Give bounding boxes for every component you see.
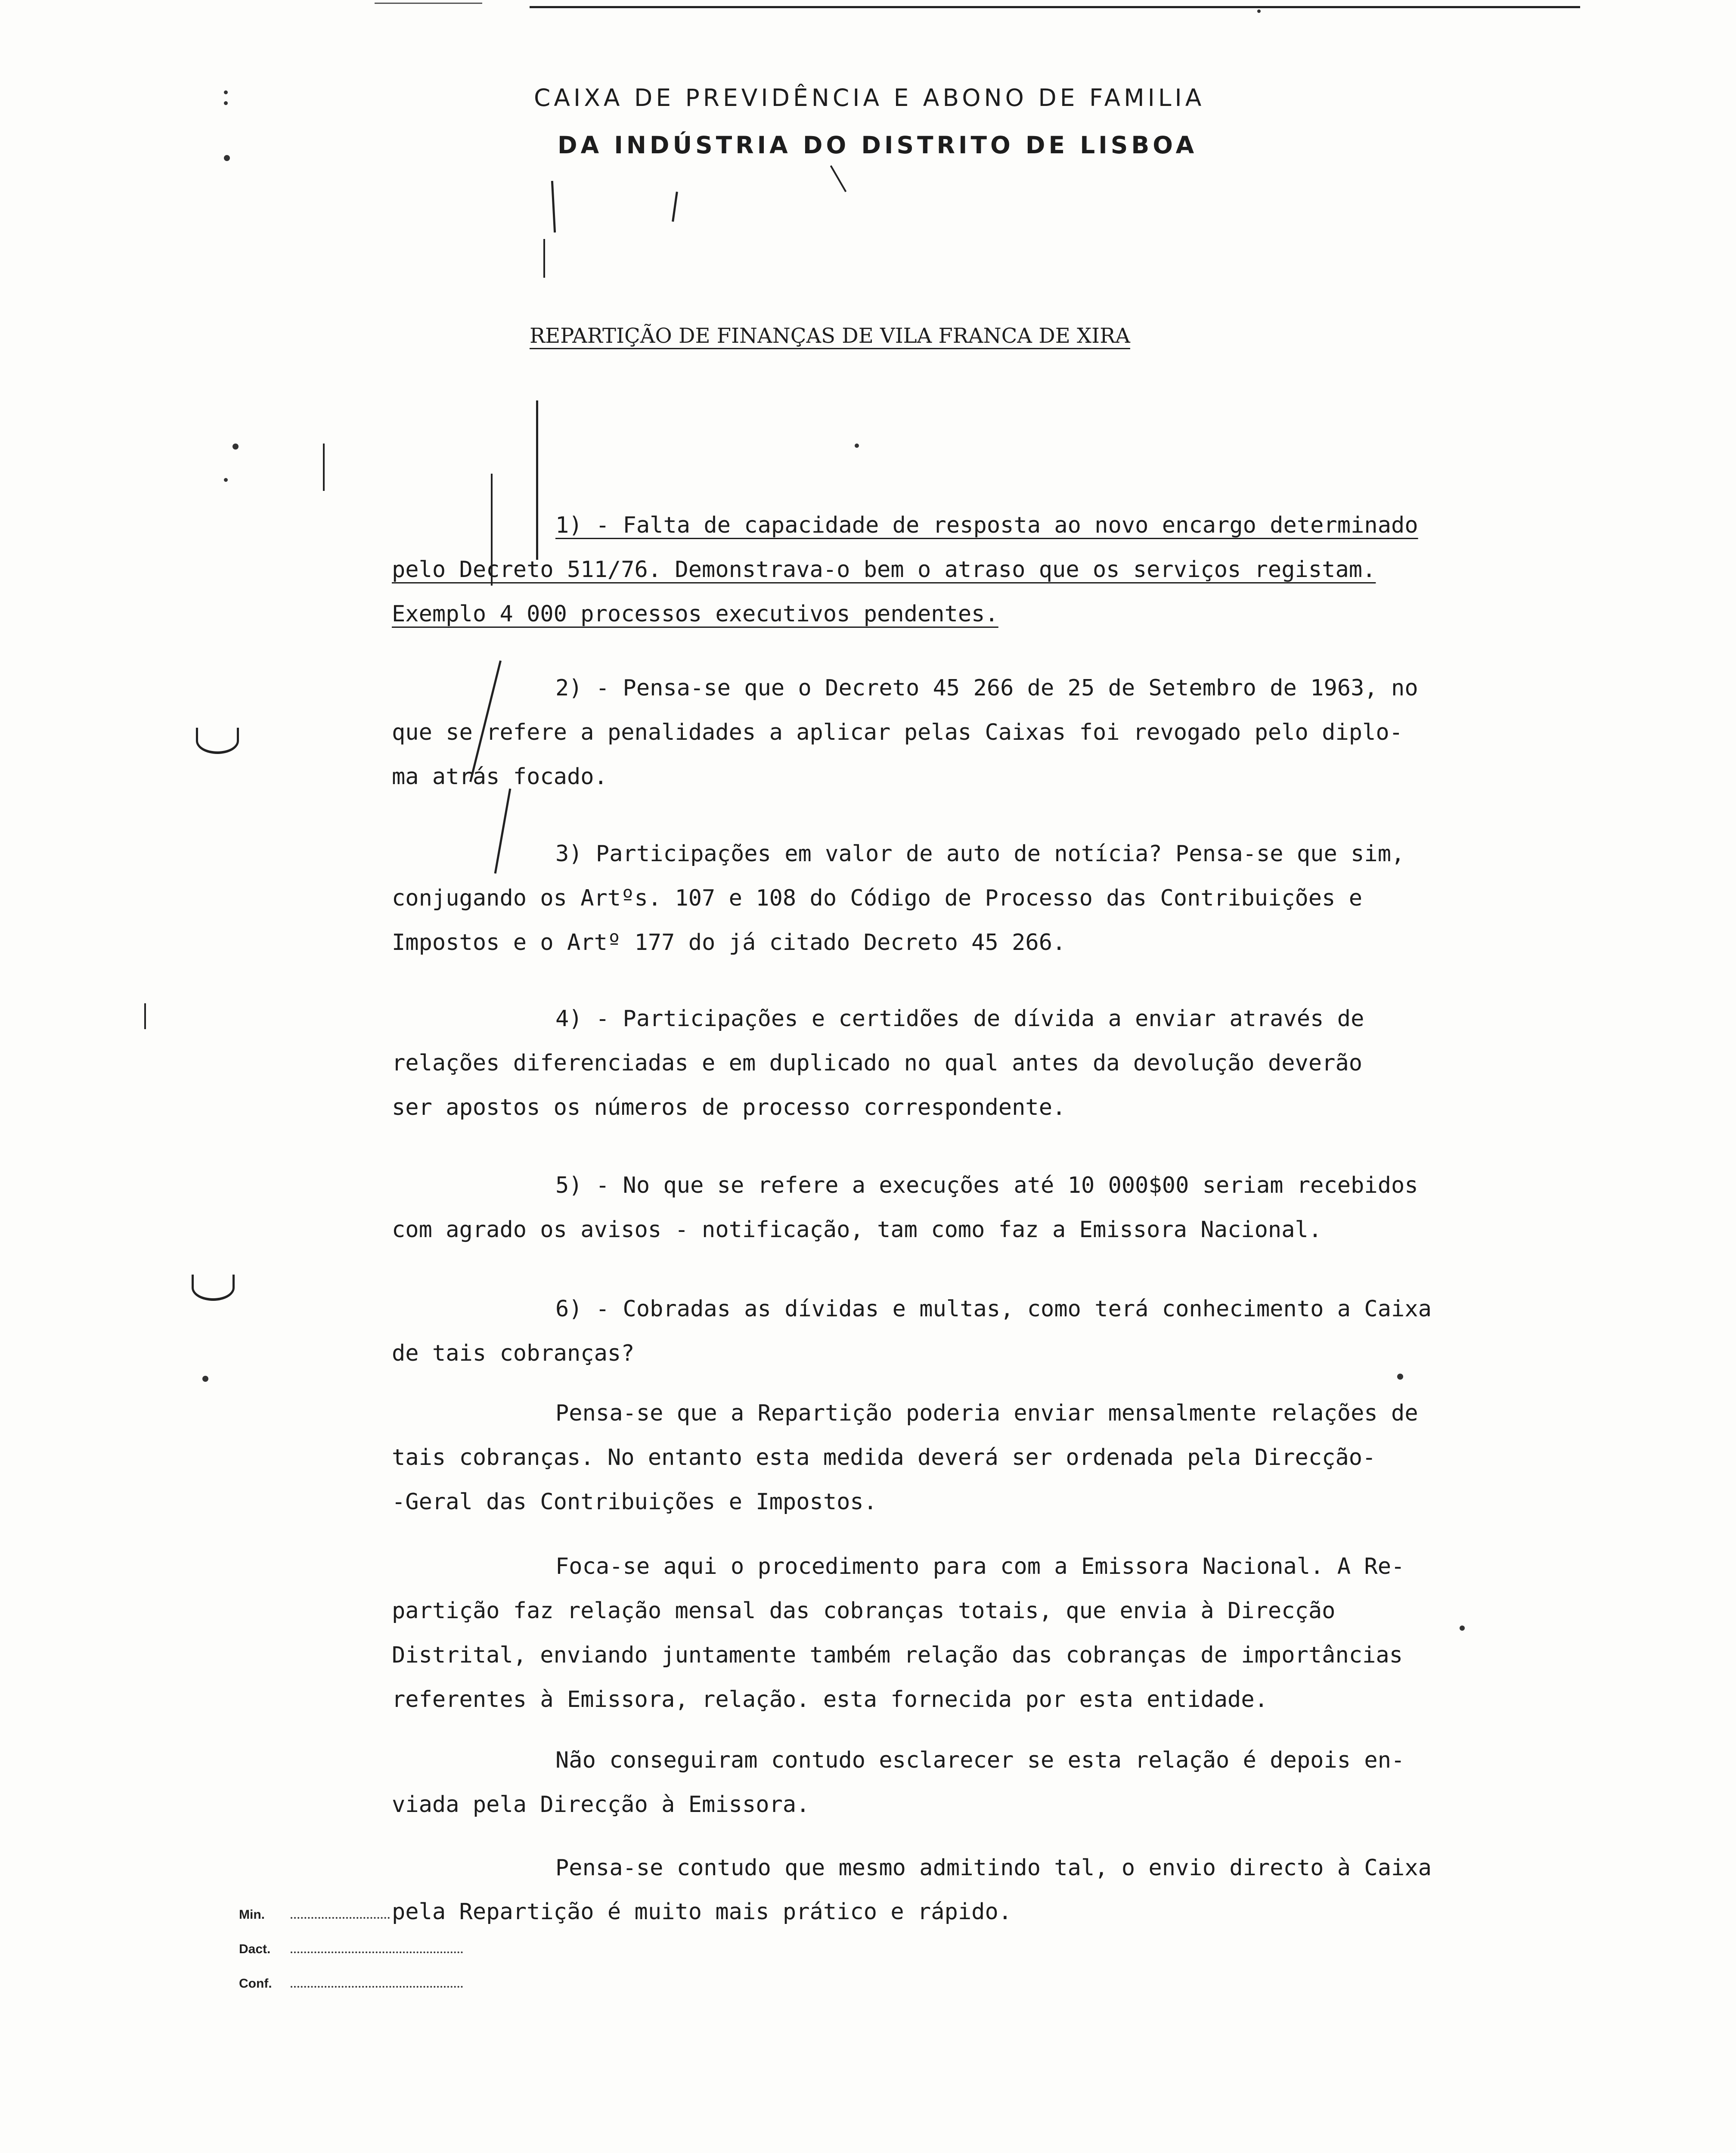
- point-4-line-3: ser apostos os números de processo correspondente.: [392, 1095, 1066, 1120]
- para-7-line-3: -Geral das Contribuições e Impostos.: [392, 1489, 877, 1515]
- speckle: [224, 155, 230, 161]
- min-row: [239, 1908, 390, 1922]
- pen-stroke: [494, 788, 512, 874]
- speckle: [224, 90, 228, 94]
- pen-stroke: [144, 1003, 146, 1029]
- point-2-line-2: que se refere a penalidades a aplicar pelas Caixas foi revogado pelo diplo-: [392, 720, 1403, 745]
- hole-punch-mark: [192, 1275, 235, 1301]
- point-1-line-3: Exemplo 4 000 processos executivos pendentes.: [392, 601, 998, 627]
- point-3-line-1: 3) Participações em valor de auto de notícia? Pensa-se que sim,: [555, 841, 1405, 867]
- dact-dotted-line: [291, 1943, 463, 1953]
- letterhead-line-1: CAIXA DE PREVIDÊNCIA E ABONO DE FAMILIA: [534, 84, 1205, 112]
- point-1-line-1: 1) - Falta de capacidade de resposta ao novo encargo determinado: [555, 512, 1418, 538]
- speckle: [1460, 1626, 1465, 1631]
- min-dotted-line: [291, 1908, 390, 1919]
- top-rule: [530, 6, 1580, 8]
- para-9-line-2: viada pela Direcção à Emissora.: [392, 1792, 810, 1818]
- point-5-line-1: 5) - No que se refere a execuções até 10 000$00 seriam recebidos: [555, 1173, 1418, 1198]
- pen-stroke: [830, 165, 846, 192]
- para-8-line-1: Foca-se aqui o procedimento para com a Emissora Nacional. A Re-: [555, 1554, 1405, 1579]
- point-2-line-3: ma atrás focado.: [392, 764, 608, 790]
- pen-stroke: [543, 239, 545, 278]
- conf-dotted-line: [291, 1977, 463, 1988]
- section-title: REPARTIÇÃO DE FINANÇAS DE VILA FRANCA DE XIRA: [530, 324, 1130, 348]
- conf-label: Conf.: [239, 1976, 272, 1991]
- min-label: Min.: [239, 1908, 265, 1922]
- letterhead-line-2: DA INDÚSTRIA DO DISTRITO DE LISBOA: [558, 131, 1198, 159]
- pen-stroke: [672, 192, 678, 222]
- point-4-line-1: 4) - Participações e certidões de dívida a enviar através de: [555, 1006, 1364, 1032]
- speckle: [224, 478, 228, 482]
- hole-punch-mark: [196, 728, 239, 754]
- speckle: [855, 444, 859, 448]
- point-5-line-2: com agrado os avisos - notificação, tam como faz a Emissora Nacional.: [392, 1217, 1322, 1243]
- speckle: [1397, 1374, 1403, 1380]
- para-8-line-3: Distrital, enviando juntamente também relação das cobranças de importâncias: [392, 1642, 1403, 1668]
- para-7-line-1: Pensa-se que a Repartição poderia enviar mensalmente relações de: [555, 1400, 1418, 1426]
- para-9-line-1: Não conseguiram contudo esclarecer se esta relação é depois en-: [555, 1747, 1405, 1773]
- top-rule-fragment: [375, 3, 482, 4]
- dact-label: Dact.: [239, 1942, 271, 1956]
- pen-stroke: [323, 444, 325, 491]
- speckle: [202, 1376, 208, 1382]
- pen-stroke: [551, 181, 556, 233]
- point-6-line-2: de tais cobranças?: [392, 1340, 635, 1366]
- dact-row: [239, 1942, 463, 1957]
- point-3-line-3: Impostos e o Artº 177 do já citado Decreto 45 266.: [392, 930, 1066, 956]
- para-8-line-4: referentes à Emissora, relação. esta fornecida por esta entidade.: [392, 1687, 1268, 1712]
- point-6-line-1: 6) - Cobradas as dívidas e multas, como terá conhecimento a Caixa: [555, 1296, 1432, 1322]
- para-10-line-2: pela Repartição é muito mais prático e rápido.: [392, 1899, 1012, 1925]
- point-4-line-2: relações diferenciadas e em duplicado no qual antes da devolução deverão: [392, 1050, 1363, 1076]
- point-1-line-2: pelo Decreto 511/76. Demonstrava-o bem o atraso que os serviços registam.: [392, 557, 1376, 583]
- pen-stroke: [536, 400, 538, 560]
- speckle: [224, 101, 228, 105]
- para-10-line-1: Pensa-se contudo que mesmo admitindo tal, o envio directo à Caixa: [555, 1855, 1432, 1881]
- point-3-line-2: conjugando os Artºs. 107 e 108 do Código de Processo das Contribuições e: [392, 885, 1363, 911]
- para-8-line-2: partição faz relação mensal das cobranças totais, que envia à Direcção: [392, 1598, 1336, 1624]
- conf-row: [239, 1976, 463, 1991]
- speckle: [232, 444, 239, 450]
- point-2-line-1: 2) - Pensa-se que o Decreto 45 266 de 25 de Setembro de 1963, no: [555, 675, 1418, 701]
- speckle: [1257, 9, 1261, 13]
- para-7-line-2: tais cobranças. No entanto esta medida deverá ser ordenada pela Direcção-: [392, 1445, 1376, 1470]
